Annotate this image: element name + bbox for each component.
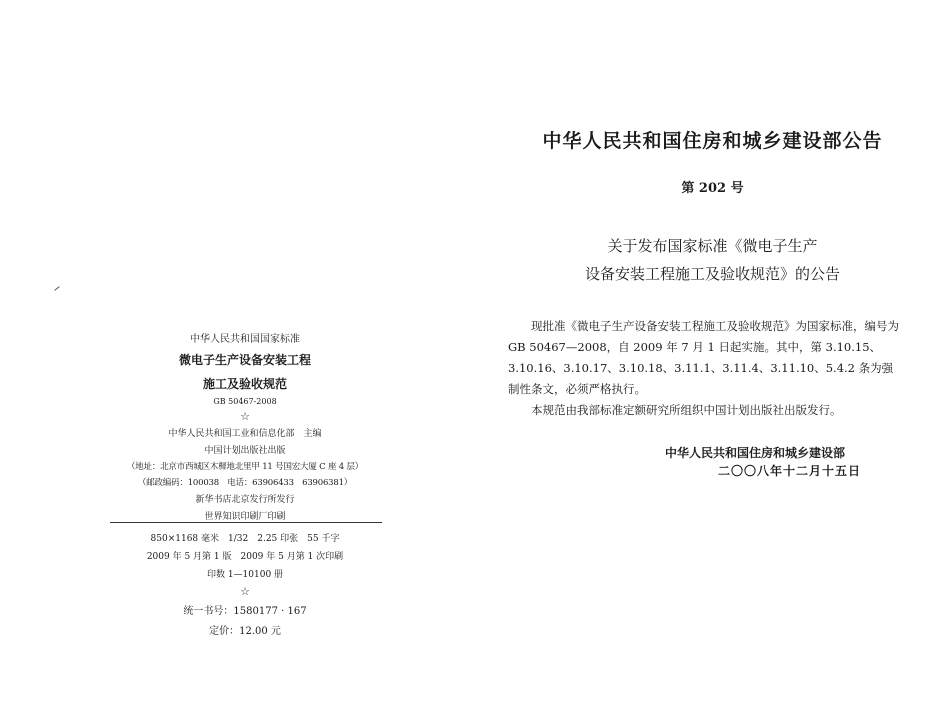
standard-code: GB 50467-2008 <box>213 397 277 406</box>
right-page <box>475 0 950 725</box>
signature-organization: 中华人民共和国住房和城乡建设部 <box>665 446 846 460</box>
distributor: 新华书店北京发行所发行 <box>195 495 295 505</box>
announcement-subject <box>475 232 950 288</box>
printer: 世界知识印刷厂印刷 <box>204 512 286 522</box>
book-title-line1: 微电子生产设备安装工程 <box>178 353 311 367</box>
star-icon-2: ☆ <box>240 585 250 598</box>
colophon-lower <box>110 531 380 642</box>
announcement-title: 中华人民共和国住房和城乡建设部公告 <box>542 130 883 152</box>
editor: 中华人民共和国工业和信息化部 主编 <box>168 429 322 439</box>
divider <box>110 522 382 523</box>
book-title-line2: 施工及验收规范 <box>202 377 287 391</box>
scan-mark <box>54 286 59 291</box>
signature-date: 二〇〇八年十二月十五日 <box>718 464 862 478</box>
announcement-body <box>508 316 903 421</box>
colophon-upper <box>110 330 380 526</box>
print-run: 印数 1—10100 册 <box>206 570 284 580</box>
body-paragraph-2: 本规范由我部标准定额研究所组织中国计划出版社出版发行。 <box>531 403 842 417</box>
publisher: 中国计划出版社出版 <box>204 446 286 456</box>
publisher-contact: （邮政编码：100038 电话：63906433 63906381） <box>137 478 353 488</box>
star-icon: ☆ <box>240 410 250 423</box>
book-number: 统一书号：1580177 · 167 <box>183 606 307 617</box>
print-format: 850×1168 毫米 1/32 2.25 印张 55 千字 <box>150 534 340 544</box>
standard-series: 中华人民共和国国家标准 <box>190 334 300 345</box>
body-paragraph-1: 现批准《微电子生产设备安装工程施工及验收规范》为国家标准，编号为 GB 50467—2008，自 2009 年 7 月 1 日起实施。其中，第 3.10.15、3.10.16、3.10.17、3.10.18、3.11.1、3.11.4、3.11.10、5.4.2 条为强制性条文，必须严格执行。 <box>508 319 899 396</box>
subject-line1: 关于发布国家标准《微电子生产 <box>607 237 818 255</box>
edition-info: 2009 年 5 月第 1 版 2009 年 5 月第 1 次印刷 <box>146 552 344 562</box>
price: 定价：12.00 元 <box>209 626 281 637</box>
publisher-address: （地址：北京市西城区木樨地北里甲 11 号国宏大厦 C 座 4 层） <box>126 462 364 472</box>
subject-line2: 设备安装工程施工及验收规范》的公告 <box>584 265 840 283</box>
announcement-number: 第 202 号 <box>681 181 744 196</box>
